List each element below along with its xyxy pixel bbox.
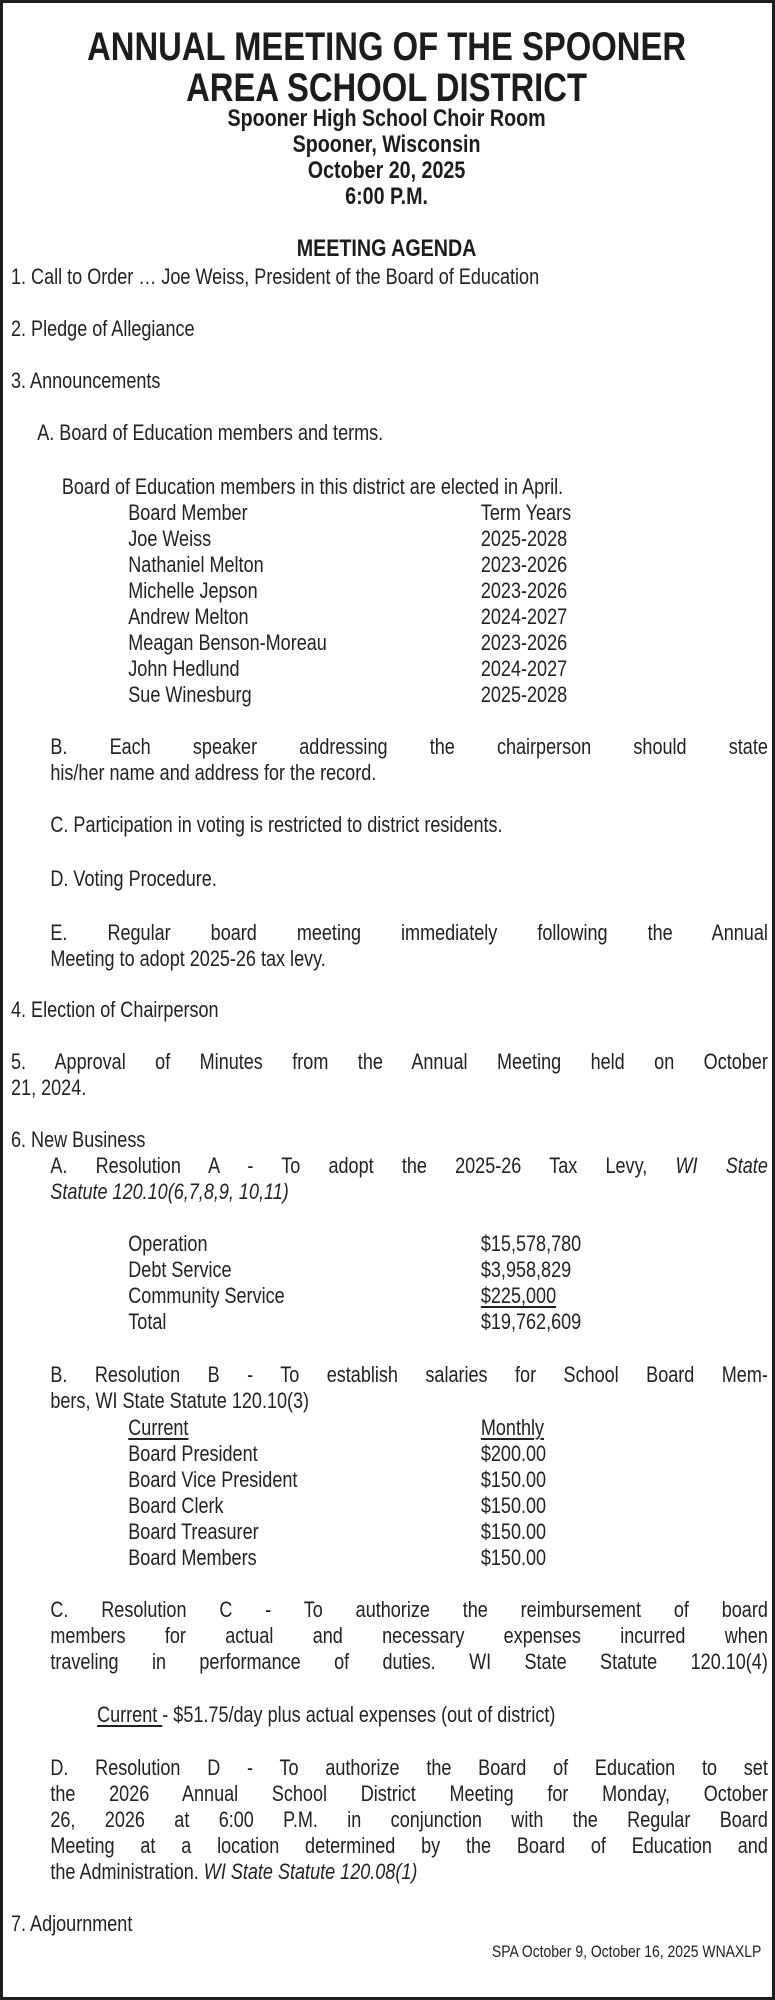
resolution-d-statute: WI State Statute 120.08(1) bbox=[203, 1859, 418, 1884]
agenda-item-1: 1. Call to Order … Joe Weiss, President of the Board of Education bbox=[11, 264, 540, 289]
member-term: 2023-2026 bbox=[480, 578, 568, 603]
resolution-b-line1: B. Resolution B - To establish salaries for School Board Mem- bbox=[50, 1362, 768, 1387]
agenda-item-3d: D. Voting Procedure. bbox=[50, 866, 217, 891]
member-term: 2023-2026 bbox=[480, 552, 568, 577]
meeting-location: Spooner High School Choir Room bbox=[227, 105, 546, 132]
meeting-time: 6:00 P.M. bbox=[345, 183, 428, 210]
levy-label: Operation bbox=[128, 1231, 208, 1256]
salary-monthly: $150.00 bbox=[480, 1493, 547, 1518]
resolution-d-line3: 26, 2026 at 6:00 P.M. in conjunction with the Regular Board bbox=[50, 1807, 768, 1832]
meeting-city: Spooner, Wisconsin bbox=[292, 131, 481, 158]
agenda-item-5-line1: 5. Approval of Minutes from the Annual Meeting held on October bbox=[11, 1049, 768, 1074]
levy-label: Debt Service bbox=[128, 1257, 232, 1282]
member-term: 2025-2028 bbox=[480, 682, 568, 707]
publication-footer: SPA October 9, October 16, 2025 WNAXLP bbox=[491, 1942, 762, 1961]
resolution-d-text: the Administration. bbox=[50, 1859, 199, 1884]
resolution-c-line3: traveling in performance of duties. WI State Statute 120.10(4) bbox=[50, 1649, 768, 1674]
notice-title-line1: ANNUAL MEETING OF THE SPOONER bbox=[87, 25, 687, 69]
members-header-term: Term Years bbox=[480, 500, 572, 525]
member-name: Nathaniel Melton bbox=[128, 552, 264, 577]
agenda-item-3c: C. Participation in voting is restricted to district residents. bbox=[50, 812, 503, 837]
election-note: Board of Education members in this district are elected in April. bbox=[61, 474, 564, 499]
salary-header-role: Current bbox=[128, 1415, 189, 1440]
agenda-item-3: 3. Announcements bbox=[11, 368, 161, 393]
salary-role: Board Members bbox=[128, 1545, 257, 1570]
resolution-d-line2: the 2026 Annual School District Meeting for Monday, October bbox=[50, 1781, 768, 1806]
salary-role: Board Treasurer bbox=[128, 1519, 259, 1544]
resolution-c-line2: members for actual and necessary expenses incurred when bbox=[50, 1623, 768, 1648]
agenda-item-7: 7. Adjournment bbox=[11, 1911, 133, 1936]
member-name: Michelle Jepson bbox=[128, 578, 258, 603]
agenda-item-5-line2: 21, 2024. bbox=[11, 1075, 87, 1100]
salary-monthly: $150.00 bbox=[480, 1545, 547, 1570]
member-name: Andrew Melton bbox=[128, 604, 249, 629]
salary-role: Board Clerk bbox=[128, 1493, 224, 1518]
public-notice bbox=[11, 0, 768, 2000]
agenda-item-3b-line1: B. Each speaker addressing the chairperson should state bbox=[50, 734, 768, 759]
member-name: Meagan Benson-Moreau bbox=[128, 630, 327, 655]
reimbursement-current bbox=[97, 1702, 555, 1728]
member-name: John Hedlund bbox=[128, 656, 240, 681]
levy-label: Community Service bbox=[128, 1283, 285, 1308]
agenda-item-6: 6. New Business bbox=[11, 1127, 146, 1152]
salary-role: Board President bbox=[128, 1441, 258, 1466]
notice-title-line2: AREA SCHOOL DISTRICT bbox=[186, 66, 588, 110]
member-term: 2024-2027 bbox=[480, 604, 568, 629]
member-term: 2025-2028 bbox=[480, 526, 568, 551]
salary-monthly: $150.00 bbox=[480, 1467, 547, 1492]
agenda-item-3e-line2: Meeting to adopt 2025-26 tax levy. bbox=[50, 946, 326, 971]
levy-amount: $15,578,780 bbox=[480, 1231, 582, 1256]
agenda-item-4: 4. Election of Chairperson bbox=[11, 997, 219, 1022]
salary-role: Board Vice President bbox=[128, 1467, 298, 1492]
current-value: - $51.75/day plus actual expenses (out of district) bbox=[162, 1702, 556, 1727]
salary-monthly: $150.00 bbox=[480, 1519, 547, 1544]
salary-header-monthly: Monthly bbox=[480, 1415, 545, 1440]
member-term: 2023-2026 bbox=[480, 630, 568, 655]
levy-total-amount: $19,762,609 bbox=[480, 1309, 582, 1334]
member-term: 2024-2027 bbox=[480, 656, 568, 681]
members-header-name: Board Member bbox=[128, 500, 248, 525]
agenda-item-3b-line2: his/her name and address for the record. bbox=[50, 760, 377, 785]
resolution-b-line2: bers, WI State Statute 120.10(3) bbox=[50, 1388, 310, 1413]
resolution-d-line4: Meeting at a location determined by the Board of Education and bbox=[50, 1833, 768, 1858]
current-label: Current bbox=[97, 1702, 163, 1727]
resolution-a-statute: WI State bbox=[675, 1153, 768, 1178]
levy-amount: $3,958,829 bbox=[480, 1257, 572, 1282]
salary-monthly: $200.00 bbox=[480, 1441, 547, 1466]
member-name: Sue Winesburg bbox=[128, 682, 252, 707]
resolution-d-line1: D. Resolution D - To authorize the Board of Education to set bbox=[50, 1755, 768, 1780]
agenda-item-3a: A. Board of Education members and terms. bbox=[37, 420, 384, 445]
levy-amount: $225,000 bbox=[480, 1283, 557, 1308]
levy-total-label: Total bbox=[128, 1309, 167, 1334]
member-name: Joe Weiss bbox=[128, 526, 212, 551]
resolution-d-line5 bbox=[50, 1859, 417, 1885]
resolution-c-line1: C. Resolution C - To authorize the reimbursement of board bbox=[50, 1597, 768, 1622]
agenda-heading: MEETING AGENDA bbox=[296, 235, 477, 262]
agenda-item-3e-line1: E. Regular board meeting immediately following the Annual bbox=[50, 920, 768, 945]
meeting-date: October 20, 2025 bbox=[307, 157, 466, 184]
resolution-a-line2: Statute 120.10(6,7,8,9, 10,11) bbox=[50, 1179, 289, 1204]
resolution-a-line1 bbox=[50, 1153, 768, 1179]
resolution-a-text: A. Resolution A - To adopt the 2025-26 Tax Levy, bbox=[50, 1153, 648, 1178]
agenda-item-2: 2. Pledge of Allegiance bbox=[11, 316, 195, 341]
